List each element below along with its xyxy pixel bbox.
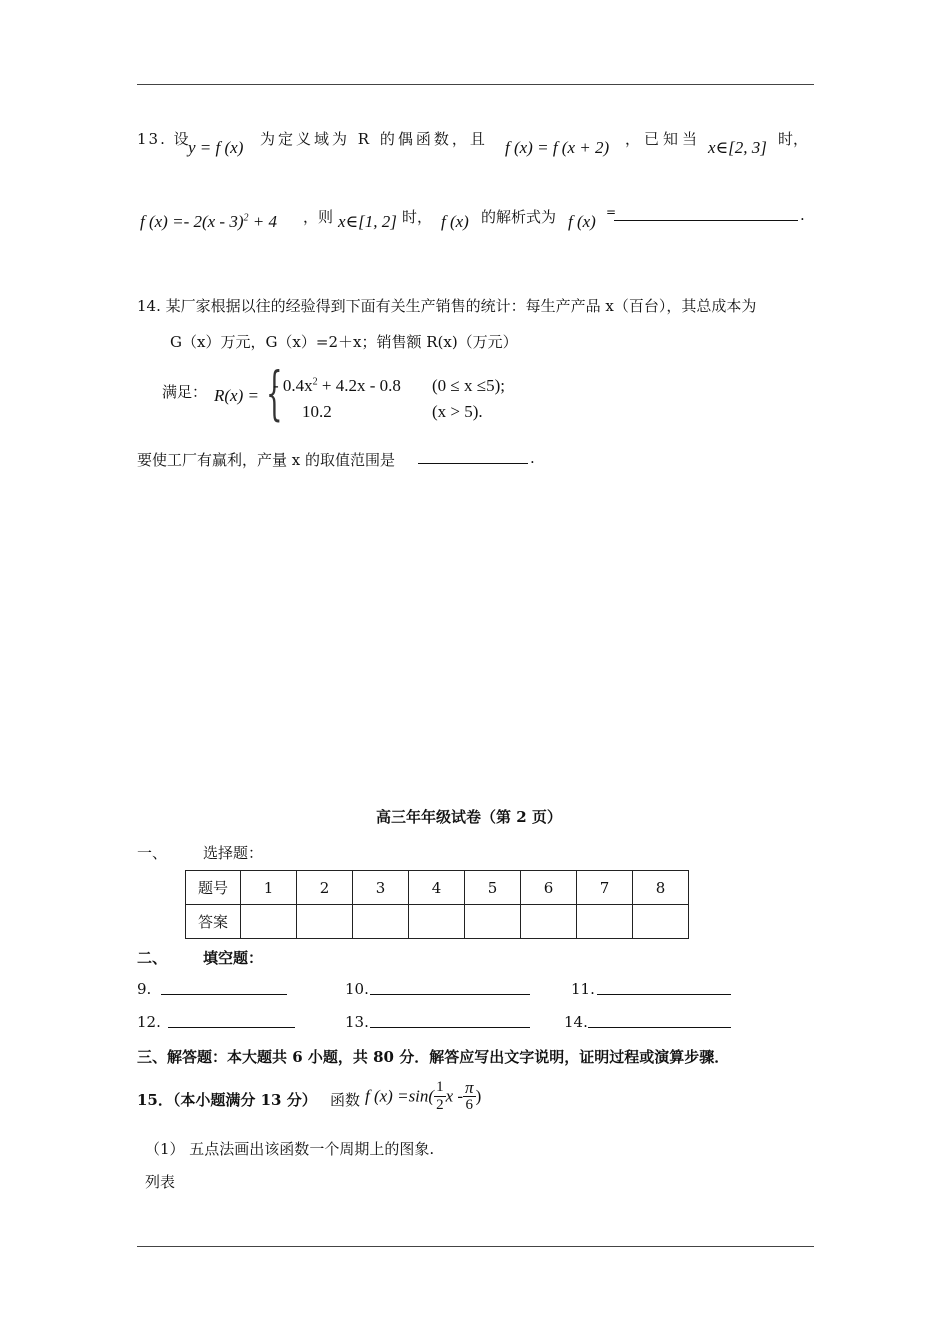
q13-eq: =: [606, 205, 617, 219]
q14-case1: [273, 376, 401, 396]
q14-line2: G（x）万元，G（x）=2＋x；销售额 R(x)（万元）: [170, 333, 518, 351]
section2-label: 填空题：: [203, 949, 264, 967]
q13-interval2: x∈[1, 2]: [338, 212, 397, 231]
q13-text3: 时，: [778, 130, 809, 148]
q13-text4: ，则: [303, 208, 334, 226]
q15-part1: （1） 五点法画出该函数一个周期上的图象.: [145, 1140, 435, 1158]
q15-fx: f (x) =sin(: [365, 1086, 435, 1106]
blank-10[interactable]: [370, 980, 530, 999]
q13-expr-period: f (x) = f (x + 2): [505, 138, 610, 157]
q13-period: .: [800, 206, 805, 224]
blank-11[interactable]: [597, 980, 731, 999]
q13-text2: ，已知当: [625, 130, 702, 148]
q15-formula: [365, 1079, 481, 1114]
blank-11-label: 11.: [571, 980, 595, 998]
q15-frac2-num: π: [465, 1078, 474, 1097]
q15-frac1-num: 1: [436, 1079, 444, 1095]
answer-cell[interactable]: [353, 905, 409, 939]
q13-fx-main: f (x) =- 2(x - 3): [140, 212, 244, 231]
q13-interval1: x∈[2, 3]: [708, 138, 767, 157]
footer-title: 高三年年级试卷（第 2 页）: [376, 808, 562, 826]
section1-number: 一、: [137, 844, 168, 862]
answer-cell[interactable]: [465, 905, 521, 939]
q14-brace: {: [266, 359, 283, 427]
q14-answer-blank[interactable]: [418, 449, 528, 468]
blank-13[interactable]: [370, 1013, 530, 1032]
answer-cell[interactable]: [241, 905, 297, 939]
answer-table-answer-row: [186, 905, 689, 939]
blank-10-label: 10.: [345, 980, 369, 998]
top-rule: [137, 84, 814, 85]
q14-case2-cond: (x > 5).: [432, 402, 483, 421]
q13-text5: 时，: [402, 208, 433, 226]
q13-answer-blank[interactable]: [614, 206, 798, 225]
q14-case1-rest: + 4.2x - 0.8: [321, 376, 401, 395]
q15-list: 列表: [145, 1173, 176, 1191]
question-number-cell: 2: [297, 871, 353, 905]
q14-rx: R(x) =: [214, 386, 259, 405]
q15-frac2-den: 6: [465, 1097, 474, 1113]
q15-close: ): [475, 1086, 482, 1106]
q15-fraction-2: [463, 1079, 476, 1114]
q15-x: x -: [445, 1086, 464, 1106]
blank-14[interactable]: [588, 1013, 731, 1032]
answer-table: [185, 870, 689, 939]
section1-label: 选择题：: [203, 844, 264, 862]
answer-cell[interactable]: [521, 905, 577, 939]
blank-9-label: 9.: [137, 980, 152, 998]
q13-text6: 的解析式为: [481, 208, 557, 226]
question-number-cell: 1: [241, 871, 297, 905]
question-number-cell: 3: [353, 871, 409, 905]
answer-cell[interactable]: [633, 905, 689, 939]
q13-line1: [137, 128, 191, 149]
blank-14-label: 14.: [564, 1013, 588, 1031]
answer-table-header-label: 题号: [186, 871, 241, 905]
section3-heading: 三、解答题：本大题共 6 小题，共 80 分．解答应写出文字说明，证明过程或演算步骤．: [137, 1048, 730, 1066]
q14-satisfy: 满足：: [162, 383, 208, 401]
q13-expr-fx2: f (x): [441, 212, 469, 231]
q14-case2: 10.2: [302, 402, 332, 421]
q13-expr-fx: [140, 212, 277, 232]
blank-12[interactable]: [168, 1013, 295, 1032]
blank-12-label: 12.: [137, 1013, 161, 1031]
answer-cell[interactable]: [297, 905, 353, 939]
answer-table-header-row: [186, 871, 689, 905]
q15-fraction-1: [434, 1079, 446, 1114]
question-number-cell: 4: [409, 871, 465, 905]
q13-expr-fx3: f (x): [568, 212, 596, 231]
q15-head: 15．（本小题满分 13 分）: [137, 1091, 317, 1109]
q13-fx-plus: + 4: [252, 212, 277, 231]
answer-cell[interactable]: [409, 905, 465, 939]
q13-text1: 为定义域为 R 的偶函数，且: [260, 130, 488, 148]
q14-period: .: [530, 449, 535, 467]
section2-number: 二、: [137, 949, 168, 967]
answer-cell[interactable]: [577, 905, 633, 939]
q13-fx-sup: 2: [243, 212, 249, 224]
answer-table-answer-label: 答案: [186, 905, 241, 939]
question-number-cell: 6: [521, 871, 577, 905]
q15-func-label: 函数: [330, 1091, 361, 1109]
question-number-cell: 8: [633, 871, 689, 905]
question-number-cell: 5: [465, 871, 521, 905]
q14-case1-sup: 2: [312, 376, 318, 388]
blank-9[interactable]: [161, 980, 287, 999]
bottom-rule: [137, 1246, 814, 1247]
q14-line4: 要使工厂有赢利，产量 x 的取值范围是: [137, 451, 395, 469]
q13-expr-y: y = f (x): [188, 138, 244, 157]
q14-case1-expr: - 0.4x: [273, 376, 313, 395]
q14-case1-cond: (0 ≤ x ≤5);: [432, 376, 505, 395]
q14-line1: 14. 某厂家根据以往的经验得到下面有关生产销售的统计：每生产产品 x（百台），其总成本为: [137, 297, 757, 315]
q13-number: 13. 设: [137, 130, 191, 148]
blank-13-label: 13.: [345, 1013, 369, 1031]
question-number-cell: 7: [577, 871, 633, 905]
q15-frac1-den: 2: [436, 1097, 444, 1113]
